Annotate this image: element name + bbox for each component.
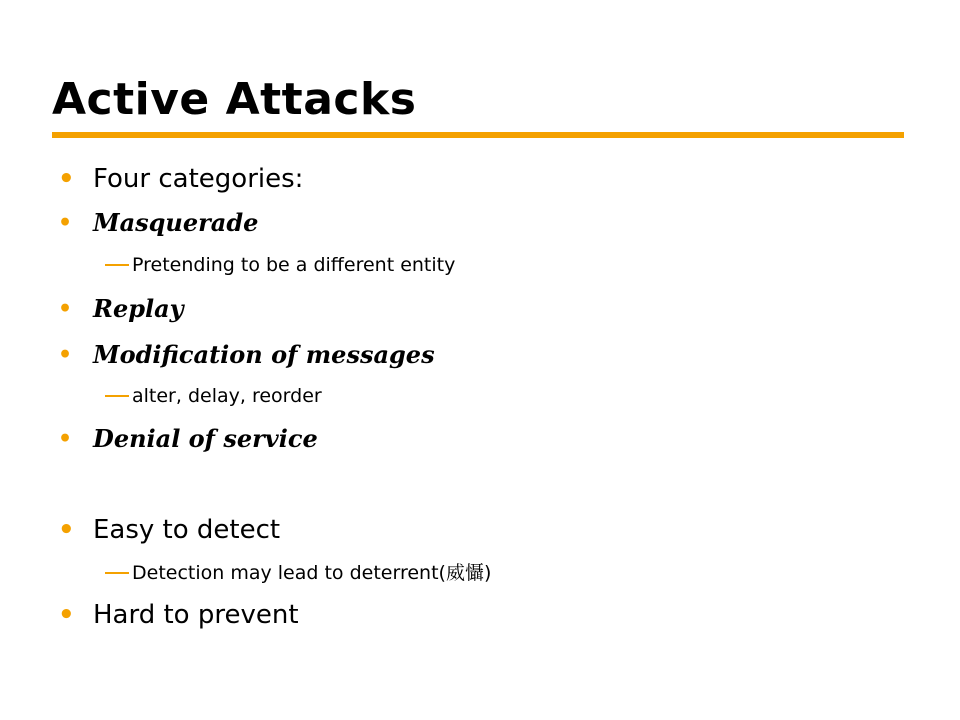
note-masquerade (132, 252, 455, 278)
dash-marker (105, 572, 129, 574)
bullet-masquerade (58, 207, 259, 239)
bullet-text: Easy to detect (93, 515, 281, 545)
bullet-text: Denial of service (93, 424, 318, 453)
dash-marker (105, 395, 129, 397)
bullet-modification (58, 339, 435, 371)
bullet-dot: • (58, 515, 75, 545)
note-text: Pretending to be a different entity (132, 254, 456, 276)
bullet-text: Hard to prevent (93, 600, 299, 630)
bullet-four-categories (58, 162, 304, 196)
bullet-text: Masquerade (93, 208, 259, 237)
bullet-text: Replay (93, 294, 184, 323)
bullet-dot: • (58, 426, 73, 452)
bullet-denial-of-service (58, 423, 318, 455)
title-underline (52, 132, 904, 138)
bullet-hard-to-prevent (58, 598, 299, 632)
bullet-dot: • (58, 296, 73, 322)
bullet-text: Modification of messages (93, 340, 435, 369)
bullet-dot: • (58, 164, 75, 194)
note-modification (132, 383, 322, 409)
bullet-dot: • (58, 342, 73, 368)
bullet-dot: • (58, 210, 73, 236)
note-text: Detection may lead to deterrent(威懾) (132, 562, 492, 584)
dash-marker (105, 264, 129, 266)
bullet-easy-to-detect (58, 513, 281, 547)
bullet-text: Four categories: (93, 164, 304, 194)
bullet-replay (58, 293, 184, 325)
note-easy-to-detect (132, 560, 491, 586)
slide-title: Active Attacks (52, 74, 417, 125)
bullet-dot: • (58, 600, 75, 630)
note-text: alter, delay, reorder (132, 385, 322, 407)
